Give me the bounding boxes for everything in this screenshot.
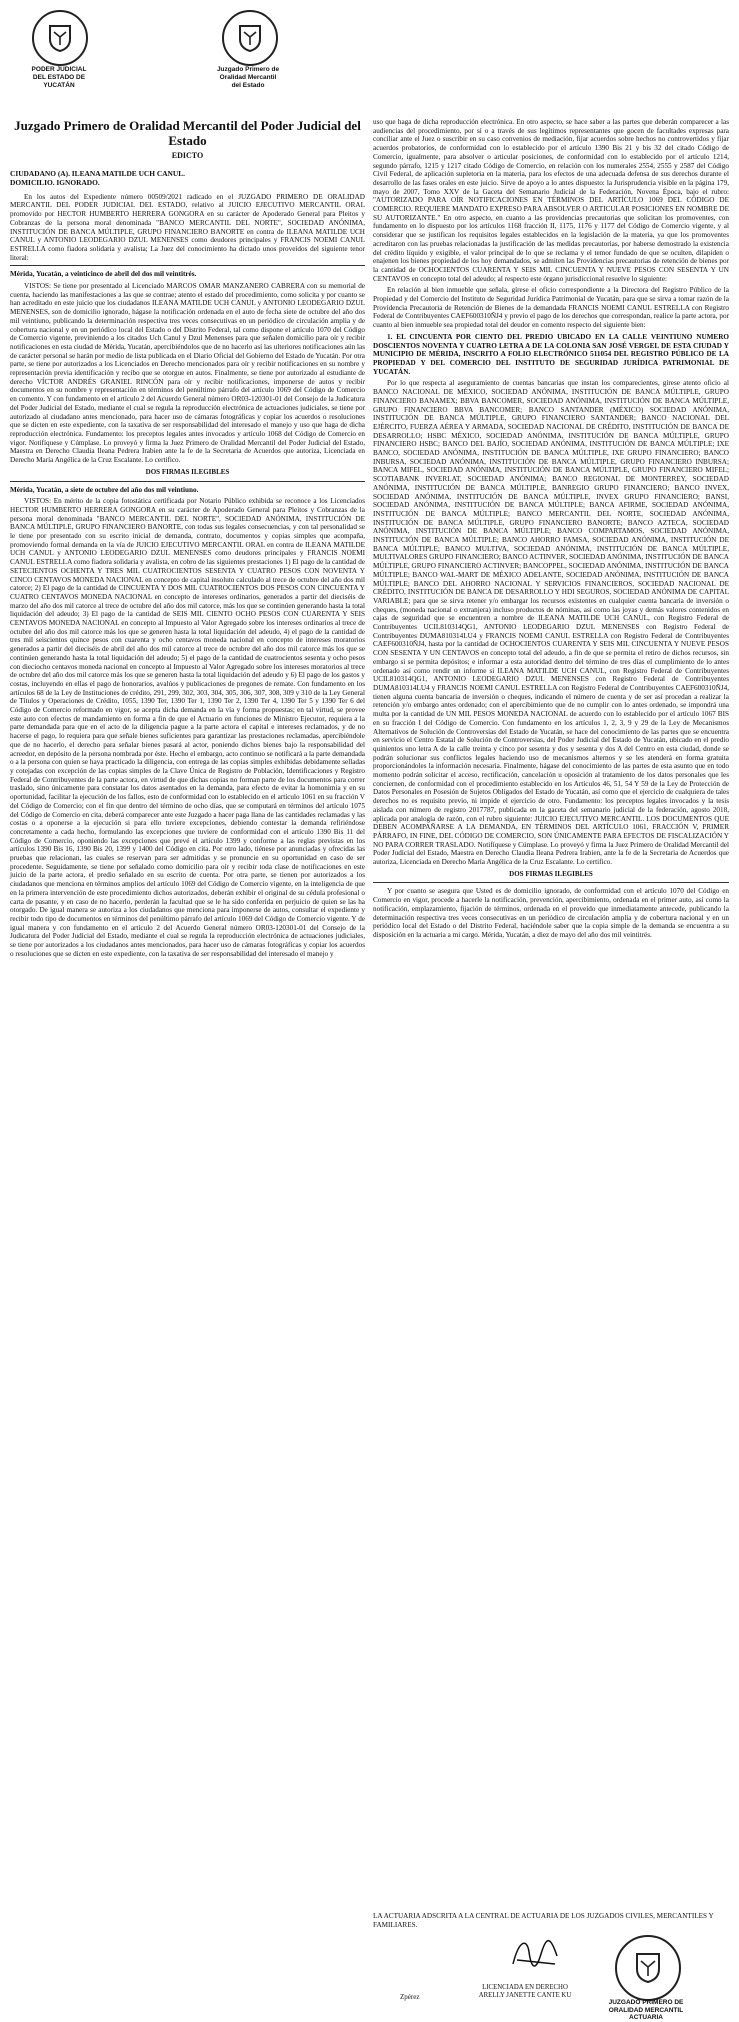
center-seal-caption-line: Juzgado Primero de bbox=[216, 66, 280, 73]
shield-icon bbox=[45, 23, 75, 53]
center-seal-caption bbox=[200, 66, 296, 90]
typist-initials: Zpérez bbox=[400, 1993, 420, 2001]
divider bbox=[10, 481, 365, 482]
court-stamp bbox=[615, 1935, 681, 2001]
center-seal-caption-line: Oralidad Mercantil bbox=[219, 74, 277, 81]
shield-icon bbox=[631, 1951, 665, 1985]
center-seal-caption-line: del Estado bbox=[231, 82, 265, 89]
left-seal bbox=[32, 10, 88, 66]
document-title: Juzgado Primero de Oralidad Mercantil del Poder Judicial del Estado bbox=[14, 118, 361, 148]
center-seal bbox=[222, 10, 278, 66]
left-column bbox=[10, 118, 365, 961]
signatures-note: DOS FIRMAS ILEGIBLES bbox=[145, 467, 230, 476]
ruling-paragraph: Por lo que respecta al aseguramiento de cuentas bancarias que instan los comparecientes, gírese atento oficio al BANCO NACIONAL DE MÉXICO, SOCIEDAD ANÓNIMA, INSTITUCIÓN DE BANCA MÚLTIPLE, GRUPO FINANCIERO BANAMEX; BBVA BANCOMER, SOCIEDAD ANÓNIMA, INSTITUCIÓN DE BANCA MÚLTIPLE, GRUPO FINANCIERO BBVA BANCOMER; BANCO SANTANDER (MÉXICO) SOCIEDAD ANÓNIMA, INSTITUCIÓN DE BANCA MÚLTIPLE, GRUPO FINANCIERO SANTANDER; BANCO NACIONAL DEL EJÉRCITO, FUERZA AÉREA Y ARMADA, SOCIEDAD NACIONAL DE CRÉDITO, INSTITUCIÓN DE BANCA DE DESARROLLO; HSBC MÉXICO, SOCIEDAD ANÓNIMA, INSTITUCIÓN DE BANCA MÚLTIPLE, GRUPO FINANCIERO HSBC; BANCO DEL BAJÍO, SOCIEDAD ANÓNIMA, INSTITUCIÓN DE BANCA MÚLTIPLE; IXE BANCO, SOCIEDAD ANÓNIMA, INSTITUCIÓN DE BANCA MÚLTIPLE, IXE GRUPO FINANCIERO; BANCO INBURSA, SOCIEDAD ANÓNIMA, INSTITUCIÓN DE BANCA MÚLTIPLE, GRUPO FINANCIERO INBURSA; BANCA MIFEL, SOCIEDAD ANÓNIMA, INSTITUCIÓN DE BANCA MÚLTIPLE, GRUPO FINANCIERO MIFEL; SCOTIABANK INVERLAT, SOCIEDAD ANÓNIMA; BANCO REGIONAL DE MONTERREY, SOCIEDAD ANÓNIMA, INSTITUCIÓN DE BANCA MÚLTIPLE, BANREGIO GRUPO FINANCIERO; BANCO INVEX, SOCIEDAD ANÓNIMA, INSTITUCIÓN DE BANCA MÚLTIPLE, INVEX GRUPO FINANCIERO; BANSI, SOCIEDAD ANÓNIMA, INSTITUCIÓN DE BANCA MÚLTIPLE; BANCA AFIRME, SOCIEDAD ANÓNIMA, INSTITUCIÓN DE BANCA MÚLTIPLE; BANCO MERCANTIL DEL NORTE, SOCIEDAD ANÓNIMA, INSTITUCIÓN DE BANCA MÚLTIPLE, GRUPO FINANCIERO BANORTE; BANCO AZTECA, SOCIEDAD ANÓNIMA, INSTITUCIÓN DE BANCA MÚLTIPLE; BANCO COMPARTAMOS, SOCIEDAD ANÓNIMA, INSTITUCIÓN DE BANCA MÚLTIPLE; BANCO AHORRO FAMSA, SOCIEDAD ANÓNIMA, INSTITUCIÓN DE BANCA MÚLTIPLE; BANCO MULTIVA, SOCIEDAD ANÓNIMA, INSTITUCIÓN DE BANCA MÚLTIPLE, MULTIVALORES GRUPO FINANCIERO; BANCO ACTINVER, SOCIEDAD ANÓNIMA, INSTITUCIÓN DE BANCA MÚLTIPLE, GRUPO FINANCIERO ACTINVER; BANCOPPEL, SOCIEDAD ANÓNIMA, INSTITUCIÓN DE BANCA MÚLTIPLE; BANCO WAL-MART DE MÉXICO ADELANTE, SOCIEDAD ANÓNIMA, INSTITUCIÓN DE BANCA MÚLTIPLE; BANCO DEL AHORRO NACIONAL Y SERVICIOS FINANCIEROS, SOCIEDAD NACIONAL DE CRÉDITO, INSTITUCIÓN DE BANCA DE DESARROLLO Y HDI SEGUROS, SOCIEDAD ANÓNIMA DE CAPITAL VARIABLE; para que se sirva retener y/o embargar los recursos existentes en cualquier cuenta bancaria de inversión o cheques, (moneda nacional o extranjera) incluso productos de nóminas, así como las joyas y demás valores contenidos en cajas de seguridad que se encuentren a nombre de ILEANA MATILDE UCH CANUL, con Registro Federal de Contribuyentes UCIL810314QG1, ANTONIO LEODEGARIO DZUL MENENSES con Registro Federal de Contribuyentes DUMA810314LU4 y FRANCIS NOEMI CANUL ESTRELLA con Registro Federal de Contribuyentes CAEF600310ÑJ4, hasta por la cantidad de OCHOCIENTOS CUARENTA Y SEIS MIL CINCUENTA Y NUEVE PESOS CON SESENTA Y UN CENTAVOS en concepto total del adeudo, a fin de que se permita el retiro de dichos recursos, sin embargo si se permita depósitos; e informar a esta autoridad dentro del término de tres días el cumplimiento de lo antes ordenado así como rendir un informe si ILEANA MATILDE UCH CANUL, con Registro Federal de Contribuyentes UCIL810314QG1, ANTONIO LEODEGARIO DZUL MENENSES con Registro Federal de Contribuyentes DUMA810314LU4 y FRANCIS NOEMI CANUL ESTRELLA con Registro Federal de Contribuyentes CAEF600310ÑJ4, tienen alguna cuenta bancaria de inversión o cheques, indicando el número de cuenta y de ser así procedan a realizar la retención y/o embargo antes ordenado; con el apercibimiento que de no cumplir con lo antes ordenado, se impondrá una multa por la cantidad de UN MIL PESOS MONEDA NACIONAL de acuerdo con lo establecido por el artículo 1067 BIS en su fracción I del Código de Comercio. Con fundamento en los artículos 1, 2, 3, 9 y 29 de la Ley de Mecanismos Alternativos de Solución de Controversias del Estado de Yucatán, se hace del conocimiento de las partes que se encuentra en servicio el Centro Estatal de Solución de Controversias, del Poder Judicial del Estado de Yucatán, ubicado en el predio quinientos uno letra A de la calle treinta y cinco por sesenta y dos y sesenta y dos A del Centro en esta ciudad, donde se podrán solucionar sus conflictos legales haciendo uso de mecanismos alternos y se les atenderá en forma gratuita proporcionándoles la información necesaria. Finalmente, hágase del conocimiento de las partes de esta asunto que en todo momento podrán solicitar el acceso, rectificación, cancelación u oposición al tratamiento de los datos personales que les conciernen, de conformidad con el procedimiento establecido en los Artículos 46, 51, 54 Y 59 de la Ley de Protección de Datos Personales en Posesión de Sujetos Obligados del Estado de Yucatán, así como que el ejercicio de cualquiera de tales derechos no es requisito previo, ni impide el ejercicio de otro. Fundamento: los preceptos legales invocados y la tesis aislada con número de registro 2017787, publicada en la gaceta del semanario judicial de la federación, agosto 2018, aplicada por analogía de razón, con el rubro siguiente: JUICIO EJECUTIVO MERCANTIL. LOS DOCUMENTOS QUE DEBEN ACOMPAÑARSE A LA DEMANDA, EN TÉRMINOS DEL ARTÍCULO 1061, FRACCIÓN V, PRIMER PÁRRAFO, IN FINE, DEL CÓDIGO DE COMERCIO, SON ÚNICAMENTE PARA EFECTOS DE FISCALIZACIÓN Y NO PARA CORRER TRASLADO. Notifíquese y Cúmplase. Lo proveyó y firma la Juez Primero de Oralidad Mercantil del Poder Judicial del Estado, Maestra en Derecho Claudia Ileana Pedrera Irabien, ante la fe de la Secretaria de Acuerdos que autoriza, Licenciada en Derecho María Angélica de la Cruz Escalante. Lo certifico. bbox=[373, 379, 729, 867]
right-column bbox=[373, 118, 729, 943]
intro-paragraph: En los autos del Expediente número 00509/2021 radicado en el JUZGADO PRIMERO DE ORALIDAD MERCANTIL DEL PODER JUDICIAL DEL ESTADO, relativo al JUICIO EJECUTIVO MERCANTIL ORAL promovido por HECTOR HUMBERTO HERRERA GONGORA en su carácter de Apoderado General para Pleitos y Cobranzas de la persona moral denominada "BANCO MERCANTIL DEL NORTE", SOCIEDAD ANÓNIMA, INSTITUCIÓN DE BANCA MÚLTIPLE, GRUPO FINANCIERO BANORTE en contra de ILEANA MATILDE UCH CANUL y ANTONIO LEODEGARIO DZUL MENENSES como deudores principales y FRANCIS NOEMI CANUL ESTRELLA como fiadora solidaria y avalista; La Juez del conocimiento ha dictado unos proveídos del siguiente tenor literal: bbox=[10, 192, 365, 262]
ruling-paragraph: VISTOS: Se tiene por presentado al Licenciado MARCOS OMAR MANZANERO CABRERA con su memorial de cuenta, haciendo las manifestaciones a las que se contrae; atento el estado del procedimiento, como solicita y por cuanto se han acreditado en este juicio que los ciudadanos ILEANA MATILDE UCH CANUL y ANTONIO LEODEGARIO DZUL MENENSES, son de domicilio ignorado, hágase la notificación ordenada en el auto de fecha siete de octubre del año dos mil veintiuno, publicando la determinación respectiva tres veces consecutivas en un periódico de circulación amplia y de cobertura nacional y en un periódico local del Estado o del Distrito Federal, tal como dispone el artículo 1070 del Código de Comercio vigente, previniendo a los citados Uch Canul y Dzul Menenses para que señalen domicilio para oír y recibir notificaciones en esta ciudad de Mérida, Yucatán, apercibiéndolos que de no hacerlo así las ulteriores notificaciones aún las de carácter personal se harán por medio de lista publicada en el Diario Oficial del Gobierno del Estado de Yucatán. Por otra parte, se tiene por autorizados a los Licenciados en Derecho mencionados para oír y recibir notificaciones en su nombre y representación previa identificación y recibo que se otorgue en autos. Finalmente, se tiene por autorizado al estudiante de derecho VÍCTOR ANDRÉS GRANIEL RINCÓN para oír y recibir notificaciones, imponerse de autos y recibir documentos en su nombre y representación en términos del penúltimo párrafo del artículo 1069 del Código de Comercio en comento. Y con fundamento en el artículo 2 del Acuerdo General número OR03-120301-01 del Consejo de la Judicatura del Poder Judicial del Estado, mediante el cual se regula la reproducción electrónica de actuaciones judiciales, se tiene por autorizado al ciudadano antes mencionado, para hacer uso de cámaras fotográficas y copiar los acuerdos o resoluciones que se dicten en este expediente, con la taxativa de ser responsabilidad del interesado el manejo y uso que haga de dicha reproducción electrónica. Fundamento: los preceptos legales antes invocados y artículo 1068 del Código de Comercio en vigor. Notifíquese y Cúmplase. Lo proveyó y firma la Juez Primero de Oralidad Mercantil del Poder Judicial del Estado, Maestra en Derecho Claudia Ileana Pedrera Irabien ante la fe de la Secretaria de Acuerdos que autoriza, Licenciada en Derecho María Angélica de la Cruz Escalante. Lo certifico. bbox=[10, 282, 365, 465]
handwritten-signature bbox=[505, 1934, 565, 1976]
addressee-name: CIUDADANO (A). ILEANA MATILDE UCH CANUL. bbox=[10, 168, 185, 178]
actuaria-heading: LA ACTUARIA ADSCRITA A LA CENTRAL DE ACTUARIA DE LOS JUZGADOS CIVILES, MERCANTILES Y FAMILIARES. bbox=[373, 1912, 714, 1929]
ruling-paragraph: uso que haga de dicha reproducción electrónica. En otro aspecto, se hace saber a las partes que deberán comparecer a las audiencias del procedimiento, por sí o a través de sus legítimos representantes que gocen de facultades expresas para conciliar ante el Juez o suscribir en su caso convenios de mediación, fijar acuerdos sobre hechos no controvertidos y fijar acuerdos probatorios, de conformidad con lo establecido por el artículo 1390 Bis 21 y bis 32 del citado Código de Comercio, igualmente, para absolver o articular posiciones, de conformidad con lo establecido por el artículo 1214, segundo párrafo, 1215 y 1217 citado Código de Comercio, en relación con los numerales 2554, 2555 y 2587 del Código Civil Federal, de aplicación supletoria en la materia, para los efectos de una adecuada defensa de sus derechos durante el desarrollo de las fases orales en este juicio. Sirve de apoyo a lo antes dispuesto: la Jurisprudencia visible en la página 179, mayo de 2007, Tomo XXV de la Gaceta del Semanario Judicial de la Federación, Novena Época, bajo el rubro: "AUTORIZADO PARA OÍR NOTIFICACIONES EN TÉRMINOS DEL ARTÍCULO 1069 DEL CÓDIGO DE COMERCIO. REQUIERE MANDATO EXPRESO PARA ABSOLVER O ARTICULAR POSICIONES EN NOMBRE DE SU AUTORIZANTE." En otro aspecto, en cuanto a las providencias precautorias que solicitan los promoventes, con fundamento en lo dispuesto por los artículos 1168 fracción II, 1175, 1176 y 1177 del Código de Comercio vigente, y al considerar que se justifican los requisitos legales establecidos en la legislación de la materia, ya que los promoventes acreditaron con las pruebas relacionadas la justificación de las medidas precautorias, por haberse demostrado la existencia del crédito líquido y exigible, el valor principal de lo que se reclama y el temor fundado de que se oculten, dilapiden o enajenen los bienes propiedad de los hoy demandados, se admiten las Providencias precautorias de retención de bienes por la cantidad de OCHOCIENTOS CUARENTA Y SEIS MIL CINCUENTA Y NUEVE PESOS CON SESENTA Y UN CENTAVOS en concepto total del adeudo; al respecto este órgano jurisdiccional resuelve lo siguiente: bbox=[373, 118, 729, 283]
ruling-paragraph: En relación al bien inmueble que señala, gírese el oficio correspondiente a la Directora del Registro Público de la Propiedad y del Comercio del Instituto de Seguridad Jurídica Patrimonial de Yucatán, para que se sirva a tomar razón de la Providencia Precautoria de Retención de Bienes de la demandada FRANCIS NOEMI CANUL ESTRELLA con Registro Federal de Contribuyentes CAEF600310ÑJ4 y previo el pago de los derechos que correspondan, realice la parte actora, por cuanto al bien inmueble sea propiedad total del deudor en comento respecto del siguiente bien: bbox=[373, 286, 729, 330]
divider bbox=[373, 882, 729, 883]
addressee-domicile: DOMICILIO. IGNORADO. bbox=[10, 177, 100, 187]
signer-block bbox=[470, 1984, 580, 2000]
court-stamp-caption bbox=[596, 1999, 696, 2022]
signatures-note: DOS FIRMAS ILEGIBLES bbox=[509, 869, 593, 878]
stamp-caption-line: ORALIDAD MERCANTIL bbox=[608, 2006, 684, 2014]
shield-icon bbox=[235, 23, 265, 53]
left-seal-caption-line: DEL ESTADO DE bbox=[32, 74, 86, 81]
edicto-heading: EDICTO bbox=[171, 151, 204, 160]
left-seal-caption bbox=[14, 66, 104, 90]
ruling-paragraph: VISTOS: En mérito de la copia fotostática certificada por Notario Público exhibida se reconoce a los Licenciados HECTOR HUMBERTO HERRERA GONGORA en su carácter de Apoderado General para Pleitos y Cobranzas de la persona moral denominada "BANCO MERCANTIL DEL NORTE", SOCIEDAD ANÓNIMA, INSTITUCIÓN DE BANCA MÚLTIPLE, GRUPO FINANCIERO BANORTE, con todas sus legales consecuencias, y con tal personalidad se le tiene por presentado con su escrito inicial de demanda, contrato, documentos y copias simples que acompaña, promoviendo formal demanda en la vía de JUICIO EJECUTIVO MERCANTIL ORAL en contra de ILEANA MATILDE UCH CANUL y ANTONIO LEODEGARIO DZUL MENENSES como deudores principales y FRANCIS NOEMI CANUL ESTRELLA como fiadora solidaria y avalista, en cobro de las siguientes prestaciones 1) El pago de la cantidad de SETECIENTOS OCHENTA Y TRES MIL CUATROCIENTOS SESENTA Y CUATRO PESOS CON NOVENTA Y CINCO CENTAVOS MONEDA NACIONAL en concepto de capital insoluto calculado al trece de octubre del año dos mil catorce; 2) El pago de la cantidad de CINCUENTA Y DOS MIL CUATROCIENTOS DOS PESOS CON CINCUENTA Y CUATRO CENTAVOS MONEDA NACIONAL en concepto de intereses ordinarios, generados a partir del dieciséis de marzo del año dos mil catorce al trece de octubre del año dos mil catorce, más los que se continúen generando hasta la total liquidación del adeudo; 3) El pago de la cantidad de SEIS MIL CIENTO OCHO PESOS CON CUARENTA Y SEIS CENTAVOS MONEDA NACIONAL en concepto al Impuesto al Valor Agregado sobre los intereses ordinarios al trece de octubre del año dos mil catorce más los que se generen hasta la total liquidación del adeudo, 4) el pago de la cantidad de tres mil seiscientos quince pesos con cuarenta y ocho centavos moneda nacional en concepto de intereses moratorios generados a partir del dieciséis de abril del año dos mil catorce al trece de octubre del año dos mil catorce más los que se continúen generando hasta la total liquidación del adeudo; 5) el pago de la cantidad de cuatrocientos sesenta y ocho pesos con dieciocho centavos moneda nacional en concepto al Impuesto al Valor Agregado sobre los intereses moratorios al trece de octubre del año dos mil catorce más los que se generen hasta la total liquidación del adeudo y 6) El pago de los gastos y costas, incluyendo en ellas el pago de honorarios, avalúos y publicaciones de pregones de remate. Con fundamento en los artículos 68 de la Ley de Instituciones de crédito, 291, 299, 302, 303, 304, 305, 306, 307, 308, 309 y 310 de la Ley General de Títulos y Operaciones de Crédito, 1055, 1390 Ter, 1390 Ter 1, 1390 Ter 2, 1390 Ter 4, 1390 Ter 5 y 1390 Ter 6 del Código de Comercio reformado en vigor, se acepta dicha demanda en la vía y forma propuestas; en tal virtud, se provee este auto con efectos de mandamiento en forma a fin de que el Actuario en funciones de Ministro Ejecutor, requiera a la parte demandada para que en el acto de la diligencia pague a la parte actora el capital e intereses reclamados, y de no hacerse el pago, lo requiera para que señale bienes suficientes para garantizar las prestaciones reclamadas, apercibiéndole que de no hacerlo, el derecho para señalar bienes pasará al actor, poniendo dichos bienes bajo la responsabilidad del acreedor, en depósito de la persona nombrada por éste. Hecho el embargo, acto continuo se notificará a la parte demandada o a la persona con quien se haya practicado la diligencia, con entrega de las copias simples exhibidas debidamente selladas y cotejadas con excepción de las copias simples de la Clave Única de Registro de Población, Identificaciones y Registro Federal de Contribuyentes de la parte actora, en virtud de que dichas copias no forman parte de los documentos para correr traslado, sino únicamente para constatar los datos asentados en la demanda, para efecto de evitar la homonimia y en su oportunidad, facilitar la ejecución de los fallos, esto de conformidad con lo establecido en el artículo 1061 en su fracción V del Código de Comercio; con el fin que dentro del término de ocho días, que se computará en términos del artículo 1075 del Código de Comercio en cita, deberá comparecer ante este Juzgado a hacer paga llana de las cantidades reclamadas y las costas o a oponerse a la ejecución si para ello tuviere excepciones, debiendo contestar la demanda refiriéndose concretamente a cada hecho, formulando las excepciones que tuviere de conformidad con el artículo 1390 Bis 11 del Código de Comercio, oponiendo las excepciones que prevé el artículo 1399 y conforme a las reglas previstas en los artículos 1390 Bis 16, 1390 Bis 20, 1399 y 1400 del Código en cita. Por otro lado, tiénese por anunciadas y ofrecidas las pruebas que relacionan, las cuales se reservan para ser admitidas y se pronuncie en su oportunidad en caso de ser procedente. Seguidamente, se tiene por señalado como domicilio para oír y recibir toda clase de notificaciones en este juicio de la parte actora, el predio señalado en su escrito de cuenta. Por otra parte, se tienen por autorizados a los ciudadanos que menciona en términos amplios del artículo 1069 del Código de Comercio vigente, en la inteligencia de que en la primera intervención de este procedimiento dichos autorizados, deberán exhibir el original de su cédula profesional o carta de pasante, y en caso de no hacerlo, perderán la facultad que se le ha sido conferida en perjuicio de quien se las ha otorgado. De igual manera se autoriza a los ciudadanos que menciona para imponerse de autos, consultar el expediente y recibir todo tipo de documentos en términos del penúltimo párrafo del artículo 1069 del Código de Comercio vigente. Y de igual manera y con fundamento en el artículo 2 del Acuerdo General número OR03-120301-01 del Consejo de la Judicatura del Poder Judicial del Estado, mediante el cual se regula la reproducción electrónica de actuaciones judiciales, se tiene por autorizados a los ciudadanos antes mencionados, para hacer uso de cámaras fotográficas y copiar los acuerdos o resoluciones que se dicten en este expediente, con la taxativa de ser responsabilidad del interesado el manejo y bbox=[10, 497, 365, 958]
signer-title: LICENCIADA EN DERECHO bbox=[482, 1984, 568, 1991]
notification-paragraph: Y por cuanto se asegura que Usted es de domicilio ignorado, de conformidad con el artículo 1070 del Código en Comercio en vigor, procede a hacerle la notificación, prevención, apercibimiento, ordenada en el primer auto, así como la notificación, emplazamiento, fijación de términos, ordenada en el proveído que inmediatamente antecede, publicando la determinación respectiva tres veces consecutivas en un periódico de circulación amplia y de cobertura nacional y en un periódico local del Estado o del Distrito Federal, haciéndole saber que la copia simple de la demanda se encuentra a su disposición en la actuaria a mi cargo. Mérida, Yucatán, a diez de mayo del año dos mil veintitrés. bbox=[373, 887, 729, 939]
left-seal-caption-line: YUCATÁN bbox=[43, 82, 75, 89]
signer-name: ARELLY JANETTE CANTE KU bbox=[478, 1992, 572, 1999]
left-seal-caption-line: PODER JUDICIAL bbox=[31, 66, 87, 73]
stamp-caption-line: ACTUARIA bbox=[629, 2014, 663, 2021]
ruling-date: Mérida, Yucatán, a siete de octubre del año dos mil veintiuno. bbox=[10, 485, 199, 494]
ruling-date: Mérida, Yucatán, a veinticinco de abril del dos mil veintitrés. bbox=[10, 270, 197, 279]
addressee bbox=[10, 169, 365, 187]
stamp-caption-line: JUZGADO PRIMERO DE bbox=[608, 1999, 684, 2006]
divider bbox=[10, 265, 365, 266]
property-description: 1. EL CINCUENTA POR CIENTO DEL PREDIO UBICADO EN LA CALLE VEINTIUNO NUMERO DOSCIENTOS NOVENTA Y CUATRO LETRA A DE LA COLONIA SAN JOSÉ VERGEL DE ESTA CIUDAD Y MUNICIPIO DE MÉRIDA, INSCRITO A FOLIO ELECTRÓNICO 511054 DEL REGISTRO PÚBLICO DE LA PROPIEDAD Y DEL COMERCIO DEL INSTITUTO DE SEGURIDAD JURÍDICA PATRIMONIAL DE YUCATÁN. bbox=[373, 332, 729, 376]
